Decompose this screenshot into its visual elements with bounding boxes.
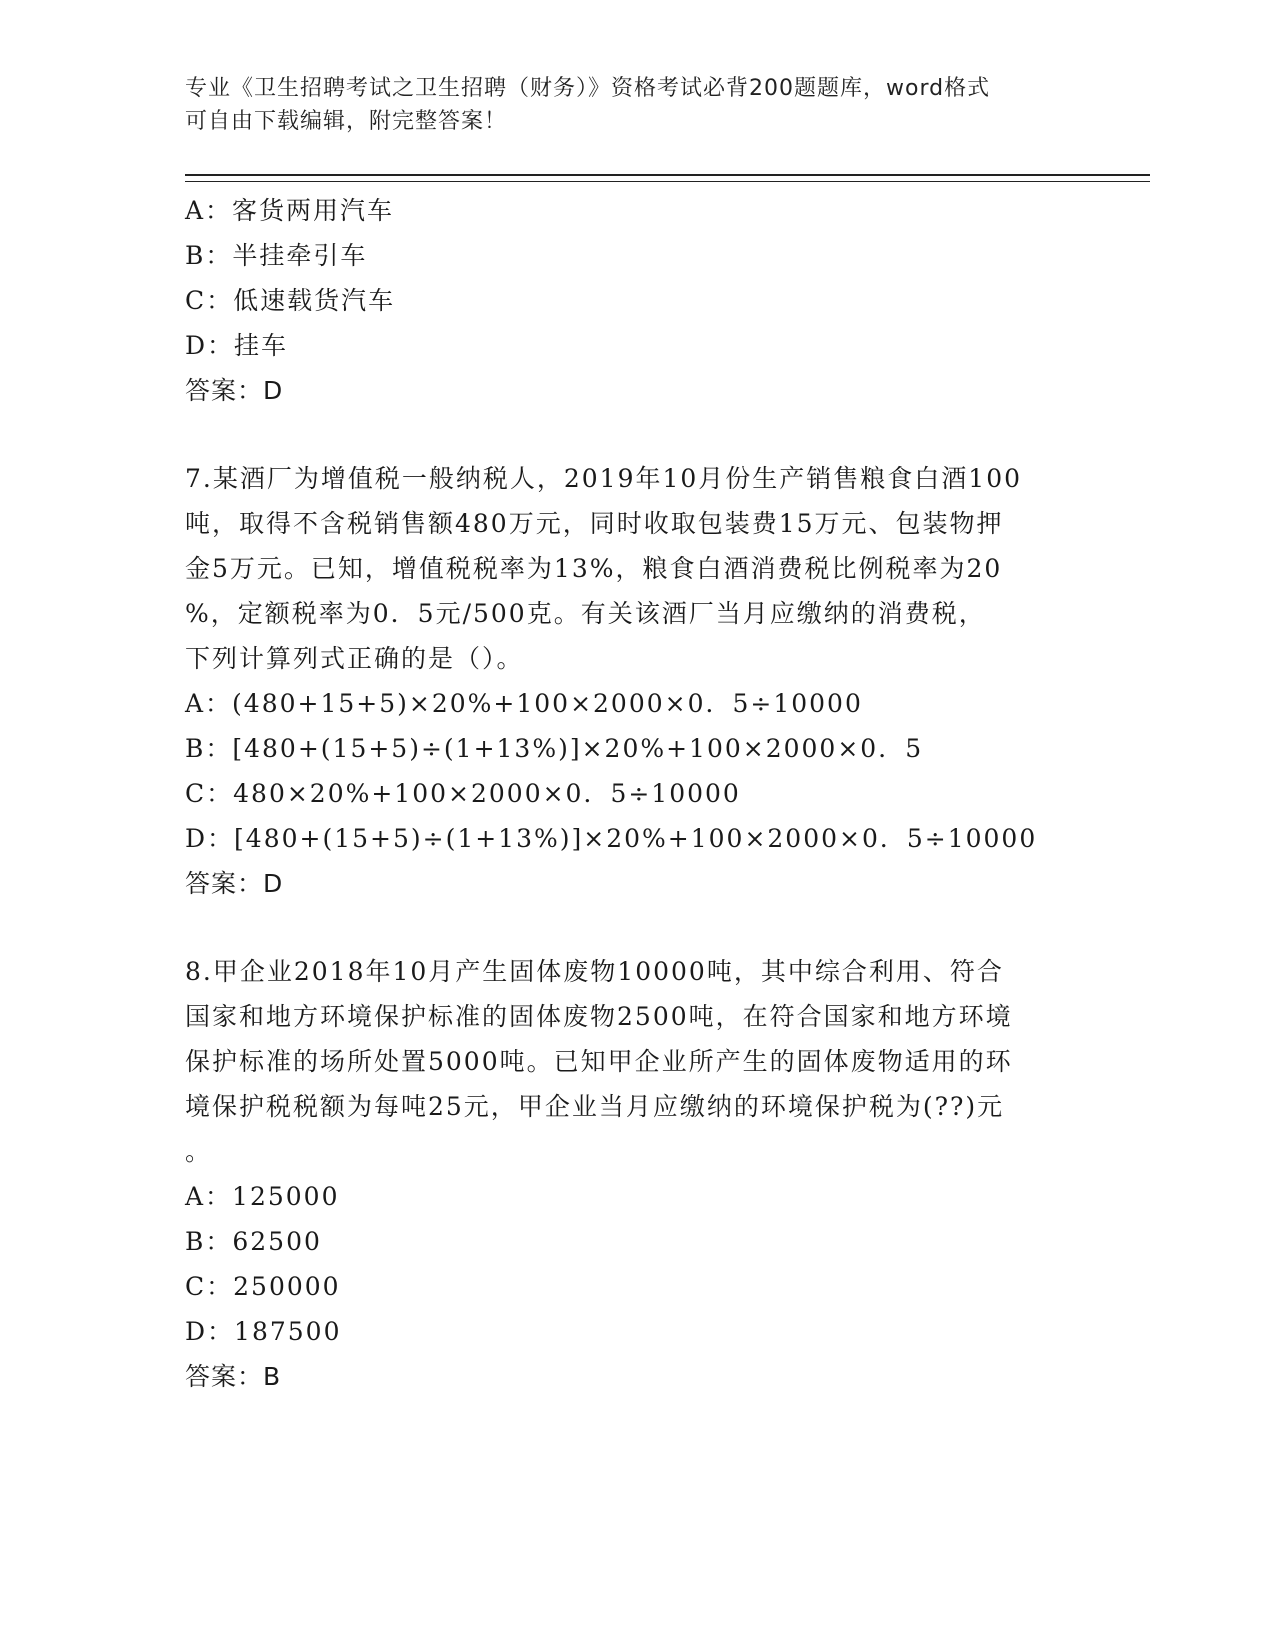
question-7-stem-line: 7.某酒厂为增值税一般纳税人，2019年10月份生产销售粮食白酒100 [185, 464, 1023, 493]
question-7-option-d: D：[480+(15+5)÷(1+13%)]×20%+100×2000×0．5÷10000 [185, 824, 1038, 853]
header-line-2: 可自由下载编辑，附完整答案！ [185, 109, 508, 134]
question-spacer [185, 413, 1085, 456]
question-8 [185, 949, 1085, 1399]
header-line-1: 专业《卫生招聘考试之卫生招聘（财务）》资格考试必背200题题库，word格式 [185, 76, 991, 101]
question-8-option-d: D：187500 [185, 1317, 342, 1346]
question-7-stem-line: 下列计算列式正确的是（）。 [185, 644, 524, 673]
document-header [185, 72, 1085, 138]
question-8-option-c: C：250000 [185, 1272, 341, 1301]
question-7-answer: 答案：D [185, 869, 284, 898]
question-8-stem-line: 境保护税税额为每吨25元，甲企业当月应缴纳的环境保护税为(??)元 [185, 1092, 1005, 1121]
question-6-option-a: A：客货两用汽车 [185, 196, 395, 225]
document-body [185, 188, 1085, 1399]
question-7-stem-line: %，定额税率为0．5元/500克。有关该酒厂当月应缴纳的消费税， [185, 599, 986, 628]
question-8-stem-line: 8.甲企业2018年10月产生固体废物10000吨，其中综合利用、符合 [185, 957, 1004, 986]
header-divider [185, 174, 1150, 182]
question-7-stem-line: 吨，取得不含税销售额480万元，同时收取包装费15万元、包装物押 [185, 509, 1004, 538]
question-6 [185, 188, 1085, 413]
question-7-option-b: B：[480+(15+5)÷(1+13%)]×20%+100×2000×0．5 [185, 734, 924, 763]
question-7-stem-line: 金5万元。已知，增值税税率为13%，粮食白酒消费税比例税率为20 [185, 554, 1003, 583]
question-7-option-c: C：480×20%+100×2000×0．5÷10000 [185, 779, 741, 808]
question-6-option-d: D：挂车 [185, 331, 289, 360]
question-spacer [185, 906, 1085, 949]
question-8-stem-line: 国家和地方环境保护标准的固体废物2500吨，在符合国家和地方环境 [185, 1002, 1013, 1031]
question-6-option-c: C：低速载货汽车 [185, 286, 396, 315]
question-7 [185, 456, 1085, 906]
question-7-option-a: A：(480+15+5)×20%+100×2000×0．5÷10000 [185, 689, 863, 718]
question-8-answer: 答案：B [185, 1362, 282, 1391]
question-6-answer: 答案：D [185, 376, 284, 405]
question-6-option-b: B：半挂牵引车 [185, 241, 368, 270]
question-8-stem-line: 。 [185, 1137, 213, 1166]
question-8-stem-line: 保护标准的场所处置5000吨。已知甲企业所产生的固体废物适用的环 [185, 1047, 1013, 1076]
question-8-option-a: A：125000 [185, 1182, 340, 1211]
question-8-option-b: B：62500 [185, 1227, 322, 1256]
